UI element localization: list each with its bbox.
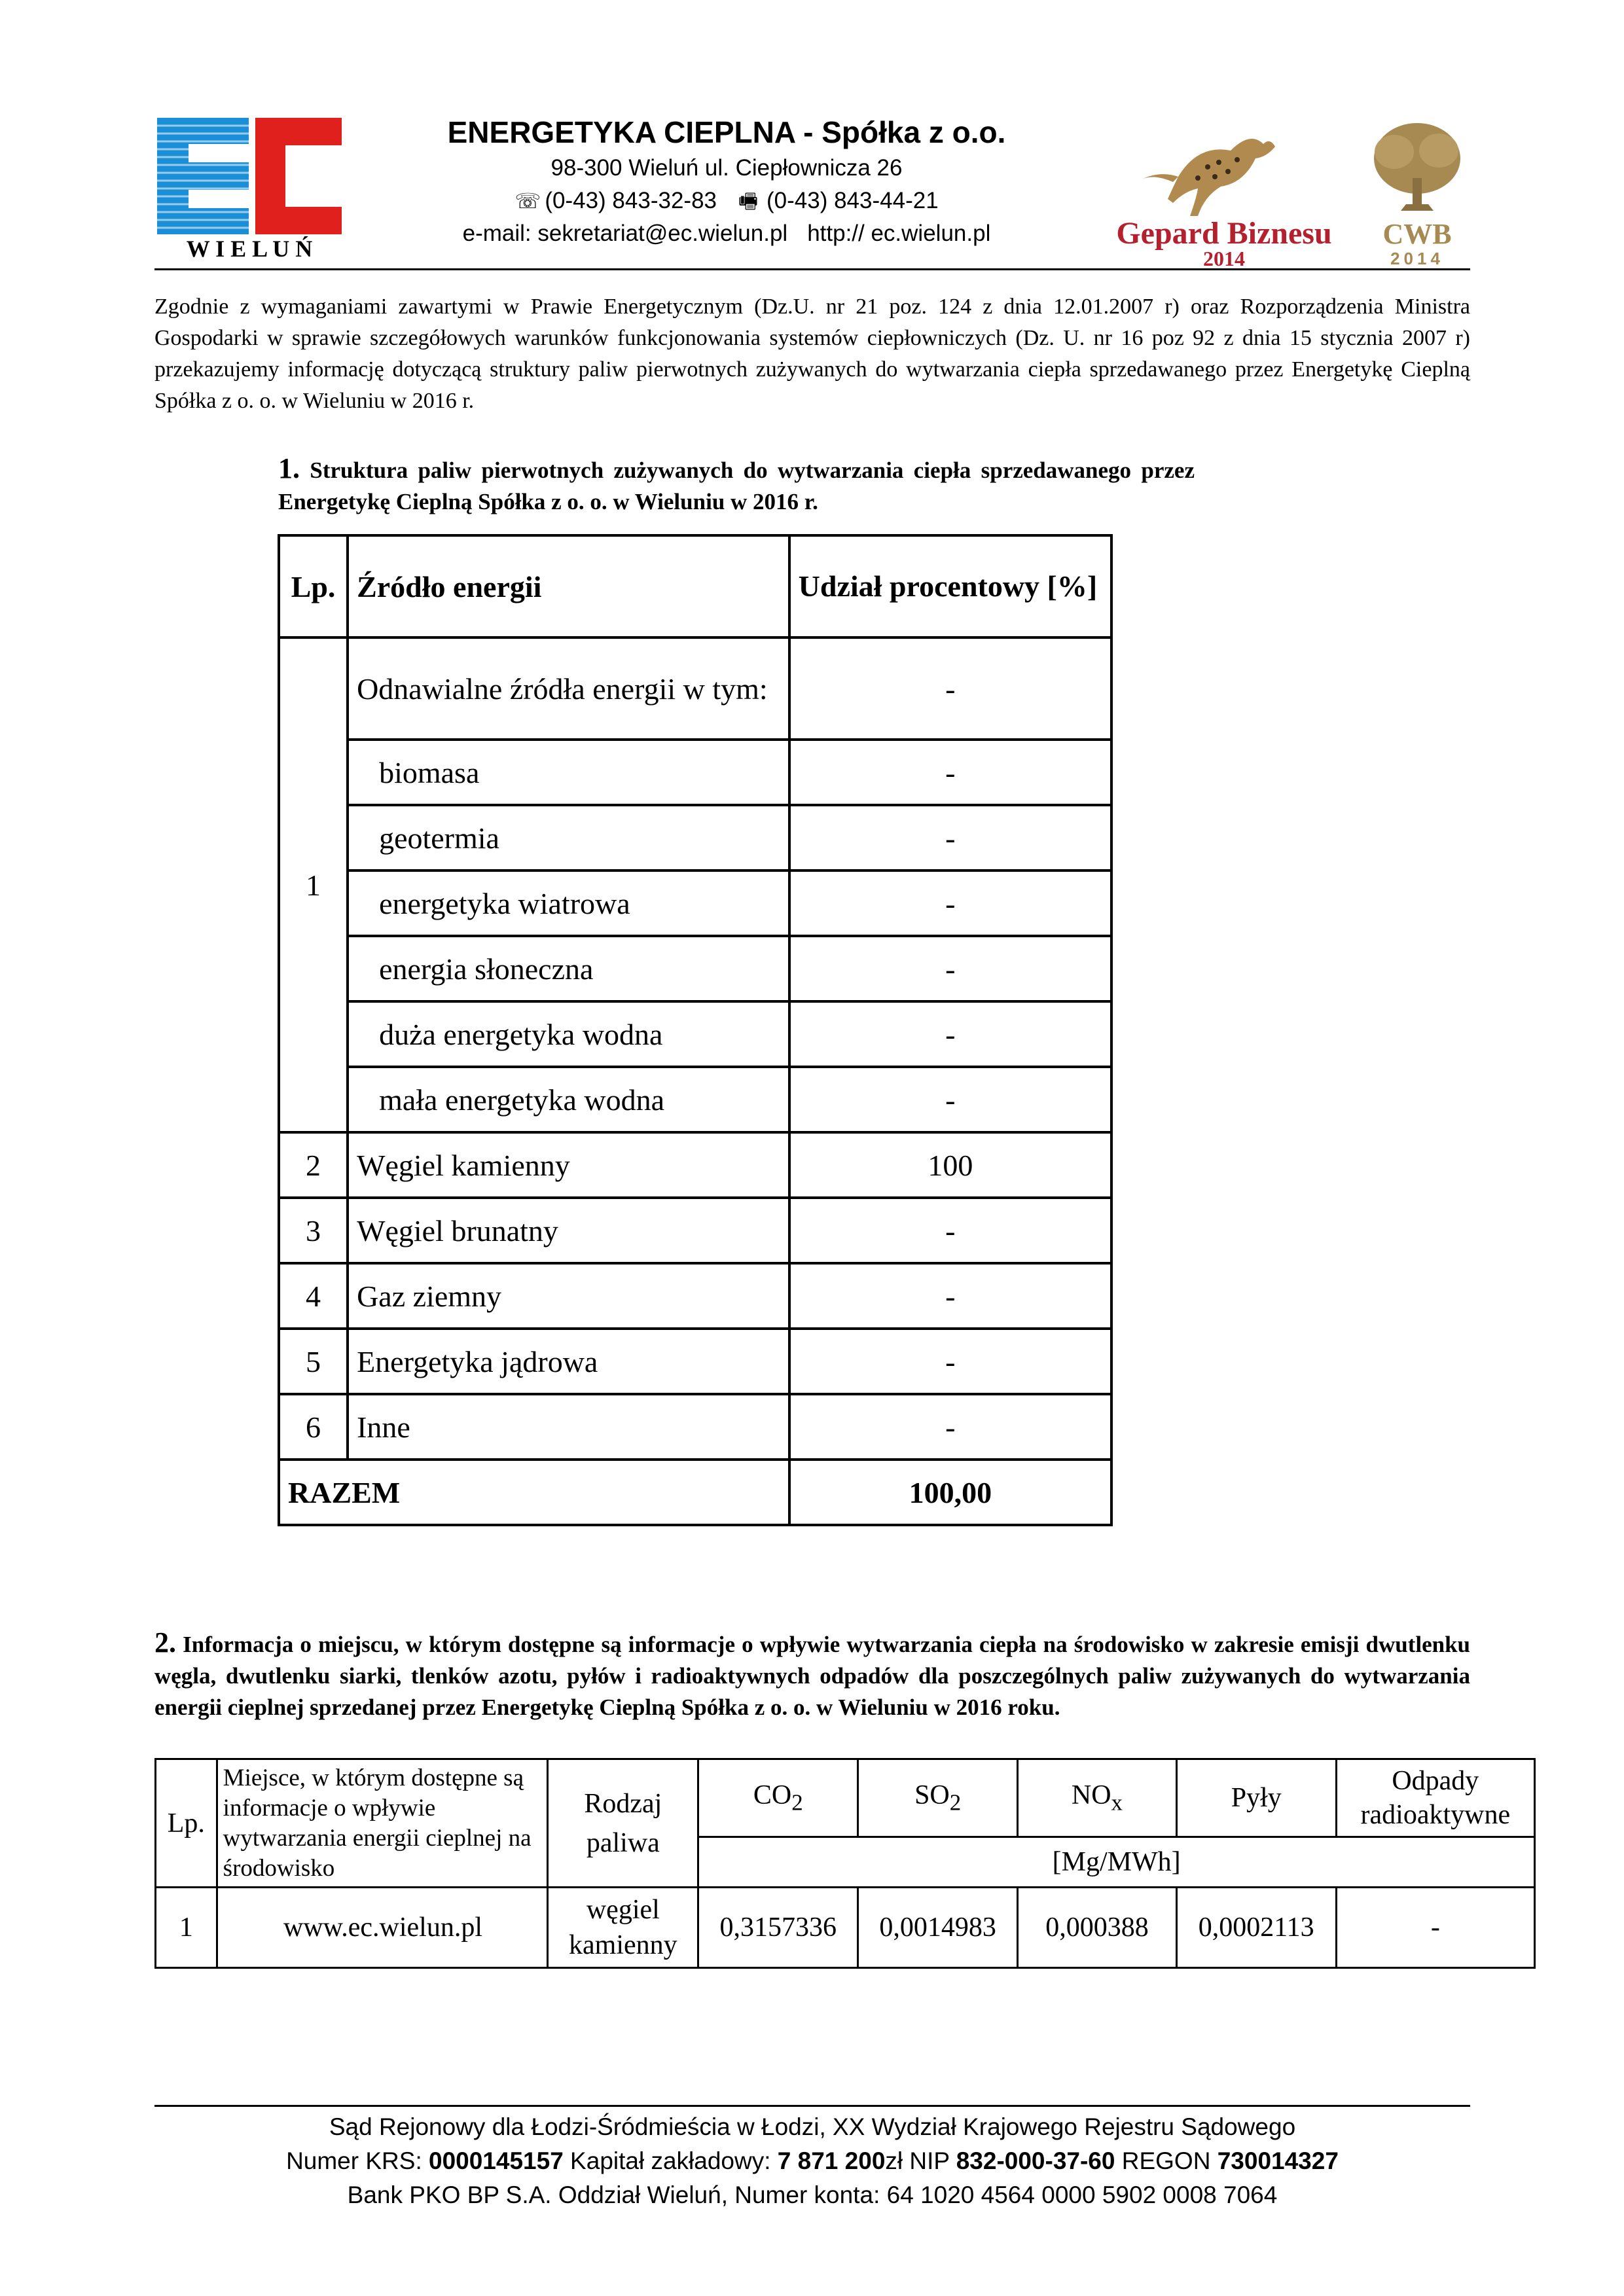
table-row — [279, 870, 1111, 936]
row-dust: 0,0002113 — [1176, 1888, 1336, 1968]
table-row — [279, 1263, 1111, 1329]
krs-number: 0000145157 — [429, 2147, 564, 2174]
row-so2: 0,0014983 — [858, 1888, 1018, 1968]
row-label: Gaz ziemny — [348, 1263, 789, 1329]
subrow-value: - — [789, 805, 1111, 870]
fuel-structure-table — [278, 534, 1113, 1526]
subrow-label: mała energetyka wodna — [348, 1067, 789, 1132]
table-header-row — [279, 535, 1111, 637]
footer-court: Sąd Rejonowy dla Łodzi-Śródmieścia w Łodzi, XX Wydział Krajowego Rejestru Sądowego — [329, 2113, 1296, 2140]
footer-divider — [154, 2105, 1470, 2107]
row-lp: 5 — [279, 1329, 348, 1394]
header-unit: [Mg/MWh] — [698, 1837, 1535, 1888]
row-label: Energetyka jądrowa — [348, 1329, 789, 1394]
company-info — [367, 113, 1087, 250]
row-waste: - — [1336, 1888, 1534, 1968]
intro-paragraph: Zgodnie z wymaganiami zawartymi w Prawie Energetycznym (Dz.U. nr 21 poz. 124 z dnia 12.01.2007 r) oraz Rozporządzenia Ministra Gospodarki w sprawie szczegółowych warunków funkcjonowania systemów ciepłowniczych (Dz. U. nr 16 poz 92 z dnia 15 stycznia 2007 r) przekazujemy informację dotyczącą struktury paliw pierwotnych zużywanych do wytwarzania ciepła sprzedawanego przez Energetykę Cieplną Spółka z o. o. w Wieluniu w 2016 r. — [154, 295, 1470, 413]
table-row — [279, 936, 1111, 1001]
fax-number: (0-43) 843-44-21 — [767, 188, 939, 213]
emissions-header-row — [156, 1759, 1535, 1837]
table-row — [279, 740, 1111, 805]
row-co2: 0,3157336 — [698, 1888, 858, 1968]
company-name: ENERGETYKA CIEPLNA - Spółka z o.o. — [447, 115, 1006, 149]
section-1-title — [278, 453, 1195, 518]
section-1-heading: Struktura paliw pierwotnych zużywanych do wytwarzania ciepła sprzedawanego przez Energetykę Cieplną Spółka z o. o. w Wieluniu w 2016 r. — [278, 457, 1195, 514]
section-2-number: 2. — [154, 1626, 176, 1659]
subrow-label: energia słoneczna — [348, 936, 789, 1001]
row-value: - — [789, 1329, 1111, 1394]
ec-logo-graphic — [157, 118, 342, 262]
gepard-title: Gepard Biznesu — [1116, 216, 1332, 251]
row-value: - — [789, 1198, 1111, 1263]
header-lp: Lp. — [156, 1759, 217, 1888]
row-lp: 6 — [279, 1394, 348, 1460]
row-value: - — [789, 1394, 1111, 1460]
subrow-value: - — [789, 936, 1111, 1001]
row-label: Inne — [348, 1394, 789, 1460]
place-link[interactable]: www.ec.wielun.pl — [217, 1888, 548, 1968]
header-lp: Lp. — [279, 535, 348, 637]
row-nox: 0,000388 — [1018, 1888, 1177, 1968]
table-row — [279, 1198, 1111, 1263]
renewable-value: - — [789, 637, 1111, 740]
cwb-title: CWB — [1382, 218, 1452, 250]
table-row — [279, 1001, 1111, 1067]
phone-icon: ☏ — [514, 189, 541, 213]
subrow-value: - — [789, 1067, 1111, 1132]
row-lp: 1 — [156, 1888, 217, 1968]
row-label: Węgiel kamienny — [348, 1132, 789, 1198]
total-value: 100,00 — [789, 1460, 1111, 1525]
footer-bank: Bank PKO BP S.A. Oddział Wieluń, Numer konta: 64 1020 4564 0000 5902 0008 7064 — [347, 2181, 1278, 2208]
header-place: Miejsce, w którym dostępne są informacje o wpływie wytwarzania energii cieplnej na środowisko — [217, 1759, 548, 1888]
header-nox: $NO_x$ — [1018, 1759, 1177, 1837]
subrow-value: - — [789, 740, 1111, 805]
header-co2: $CO_2$ — [698, 1759, 858, 1837]
row-lp: 4 — [279, 1263, 348, 1329]
header-dust: Pyły — [1176, 1759, 1336, 1837]
regon-number: 730014327 — [1217, 2147, 1339, 2174]
subrow-label: geotermia — [348, 805, 789, 870]
row-fuel: węgiel kamienny — [548, 1888, 698, 1968]
header-divider — [154, 268, 1470, 270]
contact-phones — [367, 185, 1087, 217]
cwb-badge — [1368, 113, 1466, 270]
gepard-icon — [1100, 118, 1348, 268]
row-label: Węgiel brunatny — [348, 1198, 789, 1263]
table-row — [279, 1329, 1111, 1394]
subrow-label: energetyka wiatrowa — [348, 870, 789, 936]
capital-amount: 7 871 200 — [777, 2147, 886, 2174]
renewable-lp: 1 — [279, 637, 348, 1132]
table-row — [279, 637, 1111, 740]
header-radioactive-waste: Odpady radioaktywne — [1336, 1759, 1534, 1837]
header-share: Udział procentowy [%] — [789, 535, 1111, 637]
company-address: 98-300 Wieluń ul. Ciepłownicza 26 — [550, 155, 903, 181]
subrow-label: biomasa — [348, 740, 789, 805]
row-value: - — [789, 1263, 1111, 1329]
gepard-year: 2014 — [1203, 247, 1245, 268]
header-source: Źródło energii — [348, 535, 789, 637]
subrow-value: - — [789, 1001, 1111, 1067]
gepard-biznesu-badge — [1100, 118, 1348, 268]
cwb-year: 2014 — [1390, 249, 1444, 268]
email-link[interactable]: e-mail: sekretariat@ec.wielun.pl — [462, 221, 788, 246]
header-so2: $SO_2$ — [858, 1759, 1018, 1837]
contact-web — [367, 217, 1087, 250]
row-value: 100 — [789, 1132, 1111, 1198]
section-2-heading: Informacja o miejscu, w którym dostępne są informacje o wpływie wytwarzania ciepła na środowisko w zakresie emisji dwutlenku węgla, dwutlenku siarki, tlenków azotu, pyłów i radioaktywnych odpadów dla poszczególnych paliw zużywanych do wytwarzania energii cieplnej sprzedanej przez Energetykę Cieplną Spółka z o. o. w Wieluniu w 2016 roku. — [154, 1632, 1471, 1720]
table-row — [156, 1888, 1535, 1968]
fax-icon: 🖷 — [738, 189, 759, 213]
section-1-number: 1. — [278, 452, 300, 484]
table-row — [279, 805, 1111, 870]
table-row — [279, 1394, 1111, 1460]
nip-number: 832-000-37-60 — [956, 2147, 1115, 2174]
footer — [154, 2110, 1470, 2212]
section-2-title — [154, 1627, 1470, 1723]
logo-e-block — [157, 118, 249, 234]
renewable-label: Odnawialne źródła energii w tym: — [348, 637, 789, 740]
row-lp: 2 — [279, 1132, 348, 1198]
total-row — [279, 1460, 1111, 1525]
row-lp: 3 — [279, 1198, 348, 1263]
subrow-label: duża energetyka wodna — [348, 1001, 789, 1067]
table-row — [279, 1132, 1111, 1198]
company-logo — [157, 118, 342, 262]
subrow-value: - — [789, 870, 1111, 936]
footer-registration: Numer KRS: 0000145157 Kapitał zakładowy: 7 871 200zł NIP 832-000-37-60 REGON 730014327 — [286, 2147, 1339, 2174]
tree-icon — [1368, 113, 1466, 270]
total-label: RAZEM — [279, 1460, 789, 1525]
table-row — [279, 1067, 1111, 1132]
header-fuel-type: Rodzaj paliwa — [548, 1759, 698, 1888]
emissions-table — [154, 1758, 1536, 1969]
logo-city-text: W I E L U Ń — [186, 236, 313, 262]
phone-number: (0-43) 843-32-83 — [545, 188, 717, 213]
website-link[interactable]: http:// ec.wielun.pl — [807, 221, 991, 246]
